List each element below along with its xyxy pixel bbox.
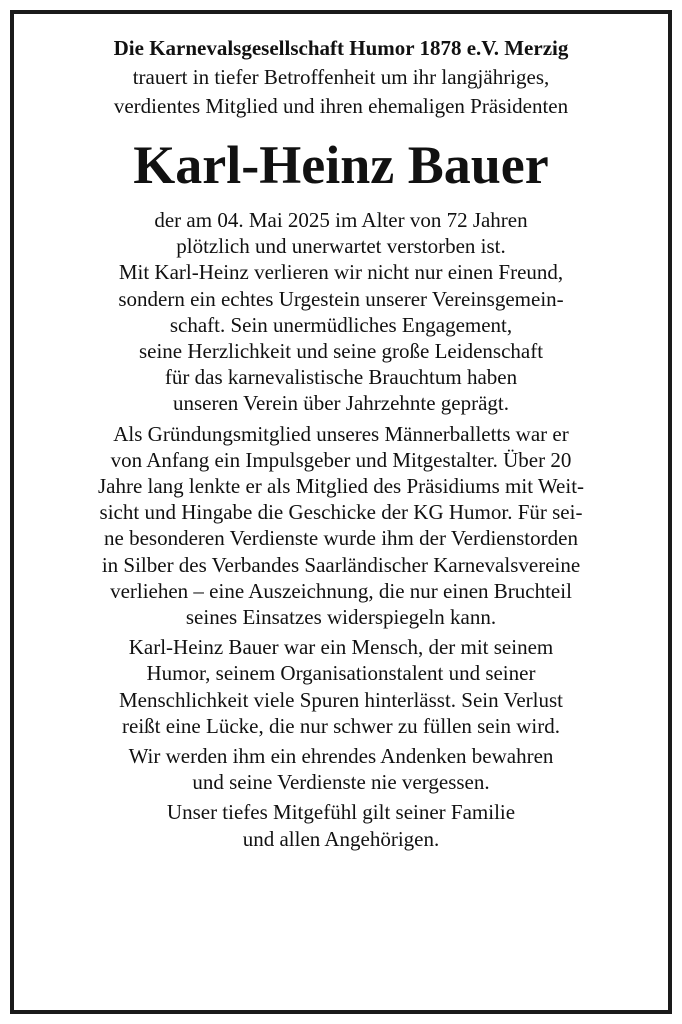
intro-text [0, 63, 682, 121]
text-line: Als Gründungsmitglied unseres Männerballetts war er [113, 421, 569, 446]
text-line: und seine Verdienste nie vergessen. [192, 770, 490, 795]
text-line: unseren Verein über Jahrzehnte geprägt. [172, 391, 510, 416]
text-line: von Anfang ein Impulsgeber und Mitgestalter. Über 20 [110, 447, 572, 472]
text-line: Unser tiefes Mitgefühl gilt seiner Familie [166, 800, 516, 825]
intro-line: trauert in tiefer Betroffenheit um ihr langjähriges, [132, 65, 550, 89]
text-line: verliehen – eine Auszeichnung, die nur einen Bruchteil [110, 578, 572, 603]
organization-name: Die Karnevalsgesellschaft Humor 1878 e.V. Merzig [113, 36, 569, 60]
text-line: der am 04. Mai 2025 im Alter von 72 Jahren [154, 208, 528, 232]
text-line: schaft. Sein unermüdliches Engagement, [169, 312, 513, 337]
text-line: Karl-Heinz Bauer war ein Mensch, der mit seinem [128, 635, 554, 660]
text-line: und allen Angehörigen. [242, 826, 440, 851]
text-line: Humor, seinem Organisationstalent und seiner [146, 661, 536, 686]
text-line: Menschlichkeit viele Spuren hinterlässt. Sein Verlust [118, 687, 564, 712]
text-line: Mit Karl-Heinz verlieren wir nicht nur einen Freund, [118, 260, 564, 285]
text-line: sondern ein echtes Urgestein unserer Vereinsgemein- [118, 286, 564, 311]
text-line: ne besonderen Verdienste wurde ihm der Verdienstorden [104, 526, 578, 551]
text-line: reißt eine Lücke, die nur schwer zu füllen sein wird. [122, 713, 560, 738]
text-line: seine Herzlichkeit und seine große Leidenschaft [138, 339, 544, 364]
obituary-notice [0, 34, 682, 856]
intro-line: verdientes Mitglied und ihren ehemaligen Präsidenten [113, 94, 569, 118]
text-line: für das karnevalistische Brauchtum haben [164, 365, 518, 390]
paragraph-character [0, 634, 682, 739]
text-line: in Silber des Verbandes Saarländischer Karnevalsvereine [101, 552, 581, 577]
text-line: Wir werden ihm ein ehrendes Andenken bewahren [128, 744, 554, 769]
deceased-name: Karl-Heinz Bauer [133, 135, 549, 195]
paragraph-condolences [0, 799, 682, 851]
text-line: sicht und Hingabe die Geschicke der KG Humor. Für sei- [99, 500, 583, 525]
text-line: plötzlich und unerwartet verstorben ist. [176, 234, 506, 259]
paragraph-death-notice [0, 207, 682, 417]
paragraph-merits [0, 421, 682, 631]
text-line: Jahre lang lenkte er als Mitglied des Präsidiums mit Weit- [97, 474, 585, 499]
paragraph-remembrance [0, 743, 682, 795]
text-line: seines Einsatzes widerspiegeln kann. [185, 605, 497, 630]
